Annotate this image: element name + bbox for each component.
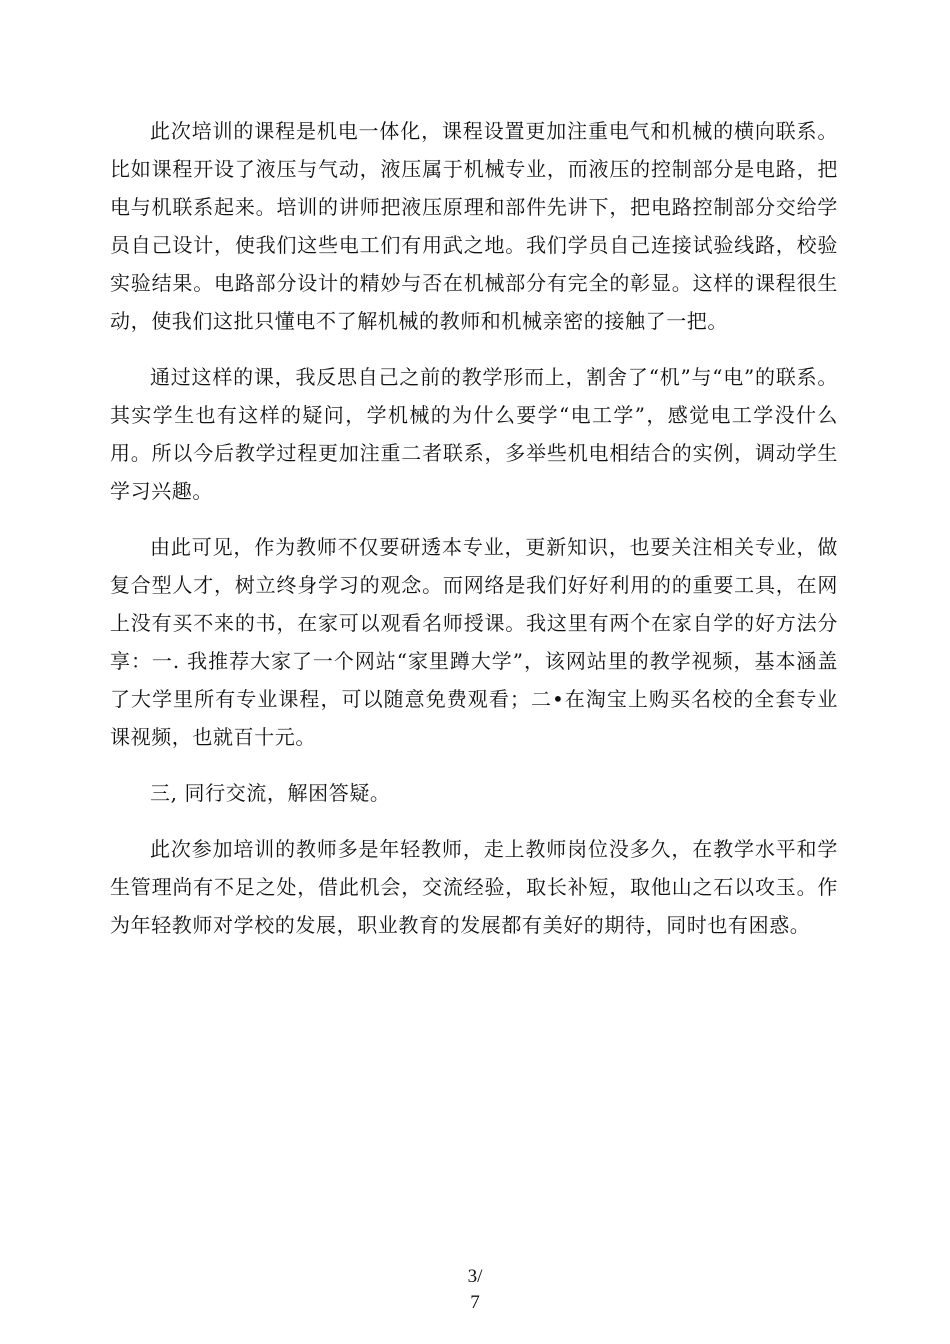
paragraph-peer-exchange: 此次参加培训的教师多是年轻教师，走上教师岗位没多久，在教学水平和学生管理尚有不足之处，借此机会，交流经验，取长补短，取他山之石以攻玉。作为年轻教师对学校的发展，职业教育的发展都有美好的期待，同时也有困惑。: [110, 837, 838, 937]
page-number-total: 7: [470, 1292, 480, 1313]
paragraph-course-description: 此次培训的课程是机电一体化，课程设置更加注重电气和机械的横向联系。比如课程开设了液压与气动，液压属于机械专业，而液压的控制部分是电路，把电与机联系起来。培训的讲师把液压原理和部件先讲下，把电路控制部分交给学员自己设计，使我们这些电工们有用武之地。我们学员自己连接试验线路，校验实验结果。电路部分设计的精妙与否在机械部分有完全的彰显。这样的课程很生动，使我们这批只懂电不了解机械的教师和机械亲密的接触了一把。: [110, 119, 838, 333]
page-number-current: 3/: [467, 1266, 483, 1287]
paragraph-teaching-reflection: 通过这样的课，我反思自己之前的教学形而上，割舍了“机”与“电”的联系。其实学生也有这样的疑问，学机械的为什么要学“电工学”，感觉电工学没什么用。所以今后教学过程更加注重二者联系，多举些机电相结合的实例，调动学生学习兴趣。: [110, 365, 838, 503]
document-body: [110, 112, 838, 944]
section-heading: 三, 同行交流，解困答疑。: [150, 781, 391, 805]
paragraph-lifelong-learning: 由此可见，作为教师不仅要研透本专业，更新知识，也要关注相关专业，做复合型人才，树立终身学习的观念。而网络是我们好好利用的的重要工具，在网上没有买不来的书，在家可以观看名师授课。我这里有两个在家自学的好方法分享：一. 我推荐大家了一个网站“家里蹲大学”，该网站里的教学视频，基本涵盖了大学里所有专业课程，可以随意免费观看；二•在淘宝上购买名校的全套专业课视频，也就百十元。: [110, 535, 838, 749]
page-number: [0, 1264, 950, 1316]
